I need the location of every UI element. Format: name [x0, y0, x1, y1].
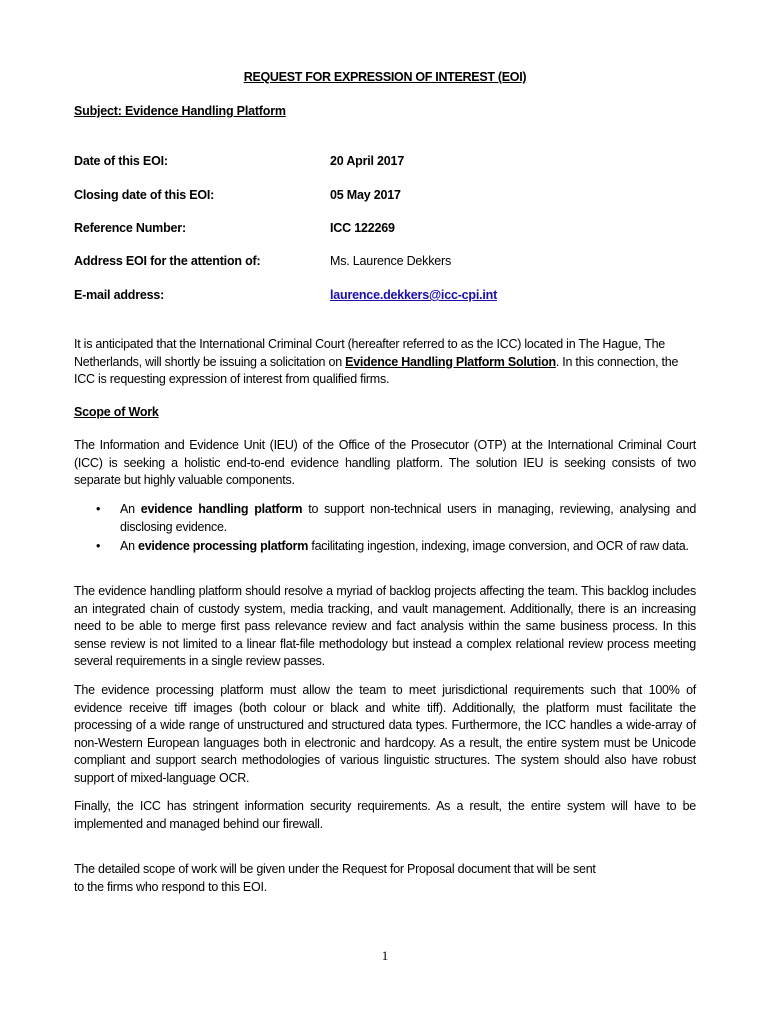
bullet-icon: • — [96, 502, 101, 516]
handling-paragraph: The evidence handling platform should resolve a myriad of backlog projects affecting the team. This backlog includes an integrated chain of custody system, media tracking, and vault management. Additionally, there is an increasing need to be able to merge first pass relevance review and fact analysis within the same business process. In this sense review is not limited to a linear flat-file methodology but instead a complex relational review process meeting several requirements in a single review passes. — [74, 584, 696, 668]
list-item: • An evidence handling platform to support non-technical users in managing, reviewing, analysing and disclosing evidence. — [96, 502, 697, 534]
intro-paragraph — [74, 336, 696, 389]
date-value: 20 April 2017 — [330, 154, 405, 168]
list-item: • An evidence processing platform facilitating ingestion, indexing, image conversion, and OCR of raw data. — [74, 538, 696, 556]
email-link[interactable]: laurence.dekkers@icc-cpi.int — [330, 288, 498, 302]
scope-heading: Scope of Work — [74, 405, 159, 419]
attention-value: Ms. Laurence Dekkers — [330, 254, 452, 268]
page-number: 1 — [381, 948, 389, 963]
closing-paragraph — [74, 861, 714, 896]
scope-intro-paragraph: The Information and Evidence Unit (IEU) of the Office of the Prosecutor (OTP) at the International Criminal Court (ICC) is seeking a holistic end-to-end evidence handling platform. The solution IEU is seeking consists of two separate but highly valuable components. — [74, 438, 696, 487]
closing-date-label: Closing date of this EOI: — [74, 188, 215, 202]
closing-line-2: to the firms who respond to this EOI. — [74, 879, 267, 894]
closing-line-1: The detailed scope of work will be given under the Request for Proposal document that will be sent — [74, 862, 596, 876]
subject-line: Subject: Evidence Handling Platform — [74, 104, 286, 118]
document-title: REQUEST FOR EXPRESSION OF INTEREST (EOI) — [243, 70, 527, 84]
security-paragraph: Finally, the ICC has stringent information security requirements. As a result, the entire system will have to be implemented and managed behind our firewall. — [74, 799, 696, 831]
component-list — [74, 501, 696, 558]
intro-text-part1: It is anticipated that the International Criminal Court (hereafter referred to as the ICC) located in The Hague, The Netherlands, will shortly be issuing a solicitation on — [74, 337, 666, 369]
reference-label: Reference Number: — [74, 221, 186, 235]
attention-label: Address EOI for the attention of: — [74, 254, 261, 268]
intro-text-part2: . In this connection, the ICC is requesting expression of interest from qualified firms. — [74, 354, 679, 386]
intro-emphasis: Evidence Handling Platform Solution — [345, 354, 556, 369]
email-label: E-mail address: — [74, 288, 165, 302]
date-label: Date of this EOI: — [74, 154, 168, 168]
bullet-icon: • — [96, 539, 101, 553]
closing-date-value: 05 May 2017 — [330, 188, 401, 202]
processing-paragraph: The evidence processing platform must allow the team to meet jurisdictional requirements such that 100% of evidence receive tiff images (both colour or black and white tiff). Additionally, the platform must facilitate the processing of a wide range of unstructured and structured data types. Furthermore, the ICC handles a wide-array of non-Western European languages both in electronic and hardcopy. As a result, the entire system must be Unicode compliant and support search methodologies of various linguistic structures. The system should also have robust support of mixed-language OCR. — [74, 683, 696, 785]
component-name: evidence processing platform — [138, 539, 309, 553]
component-name: evidence handling platform — [140, 502, 303, 516]
reference-value: ICC 122269 — [330, 221, 395, 235]
